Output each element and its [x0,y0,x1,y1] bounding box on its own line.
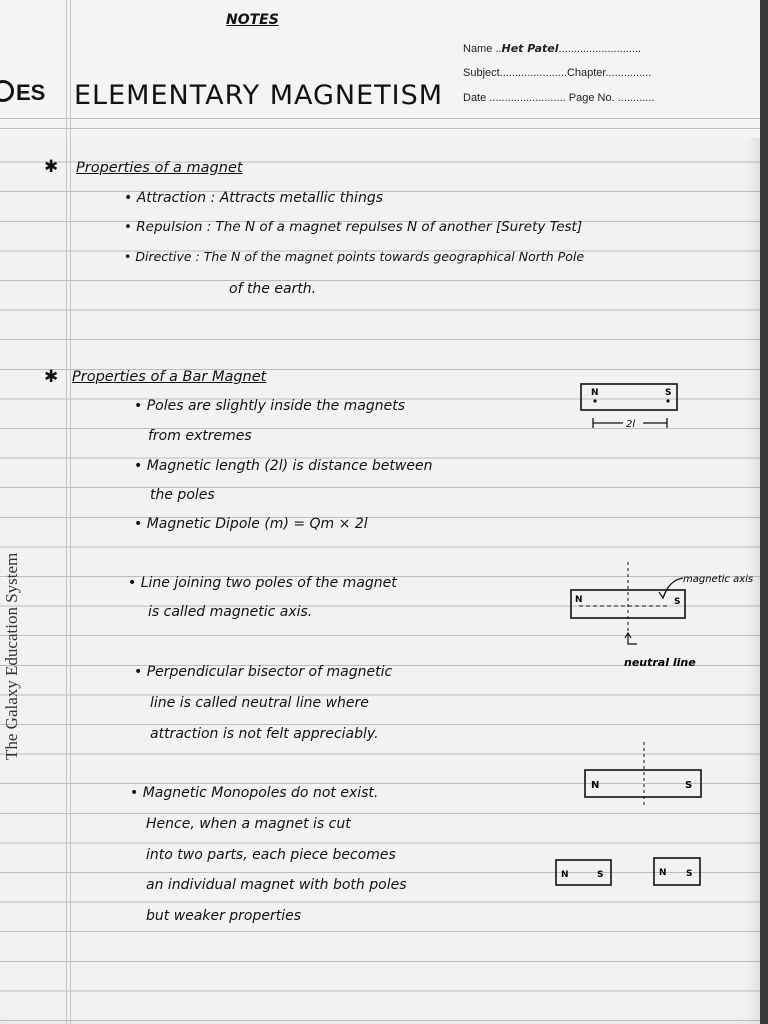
note-line: the poles [150,487,215,503]
name-value: Het Patel [501,42,559,55]
subject-field: Subject......................Chapter............... [463,67,652,79]
pole-dot [666,399,669,402]
note-line: of the earth. [229,281,317,297]
pole-n-label: N [591,780,600,791]
pole-n-label: N [591,388,599,398]
header-rule [0,118,760,119]
bullet-star-icon: ✱ [44,367,59,387]
name-label: Name [463,43,493,55]
note-line: • Repulsion : The N of a magnet repulses N of another [Surety Test] [124,219,583,235]
arrowhead-icon [659,591,666,598]
date-label: Date [463,92,487,104]
bullet-star-icon: ✱ [44,157,59,177]
axis-label: magnetic axis [683,574,754,585]
note-line: but weaker properties [146,908,302,924]
logo-text: ES [16,80,46,105]
note-line: from extremes [148,428,252,444]
pole-s-label: S [665,388,672,398]
pole-n-label: N [659,868,667,878]
note-line: • Poles are slightly inside the magnets [134,398,406,414]
note-line: Hence, when a magnet is cut [146,816,351,832]
note-line: • Magnetic Dipole (m) = Qm × 2l [134,516,368,532]
magnet-body [585,770,701,797]
note-line: • Perpendicular bisector of magnetic [134,664,393,680]
notes-title: NOTES [226,12,279,28]
neutral-label: neutral line [624,656,696,669]
margin-line [70,0,71,1024]
pole-s-label: S [674,597,681,607]
pole-n-label: N [575,595,583,605]
pole-n-label: N [561,870,569,880]
note-line: into two parts, each piece becomes [146,847,396,863]
section-heading: Properties of a magnet [76,160,243,176]
section-heading: Properties of a Bar Magnet [72,369,267,385]
note-line: is called magnetic axis. [148,604,313,620]
subject-label: Subject [463,67,500,79]
pole-dot [593,399,596,402]
cut-magnet-diagram [550,740,760,900]
pole-s-label: S [597,870,604,880]
page-title: ELEMENTARY MAGNETISM [74,80,444,111]
date-field: Date ......................... Page No. ............ [463,92,655,104]
sidebar-brand: The Galaxy Education System [2,552,21,760]
name-field: Name ..Het Patel........................... [463,42,642,55]
swirl-icon [0,80,14,102]
pole-s-label: S [685,780,693,791]
margin-line [66,0,67,1024]
page-label: Page No. [568,92,615,104]
note-line: an individual magnet with both poles [146,877,407,893]
note-line: attraction is not felt appreciably. [150,726,379,742]
bar-magnet-diagram [575,380,685,440]
note-line: • Magnetic length (2l) is distance between [134,458,433,474]
note-line: • Attraction : Attracts metallic things [124,190,383,206]
note-line: line is called neutral line where [150,695,369,711]
note-line: • Line joining two poles of the magnet [128,575,397,591]
chapter-label: Chapter [566,67,606,79]
length-label: 2l [626,419,636,430]
note-line: • Magnetic Monopoles do not exist. [130,785,379,801]
axis-pointer-arrow [663,578,683,598]
axis-neutral-diagram [565,560,765,675]
header-rule [0,128,760,129]
brand-logo [0,80,45,106]
note-line: • Directive : The N of the magnet points towards geographical North Pole [124,249,585,264]
pole-s-label: S [686,869,693,879]
